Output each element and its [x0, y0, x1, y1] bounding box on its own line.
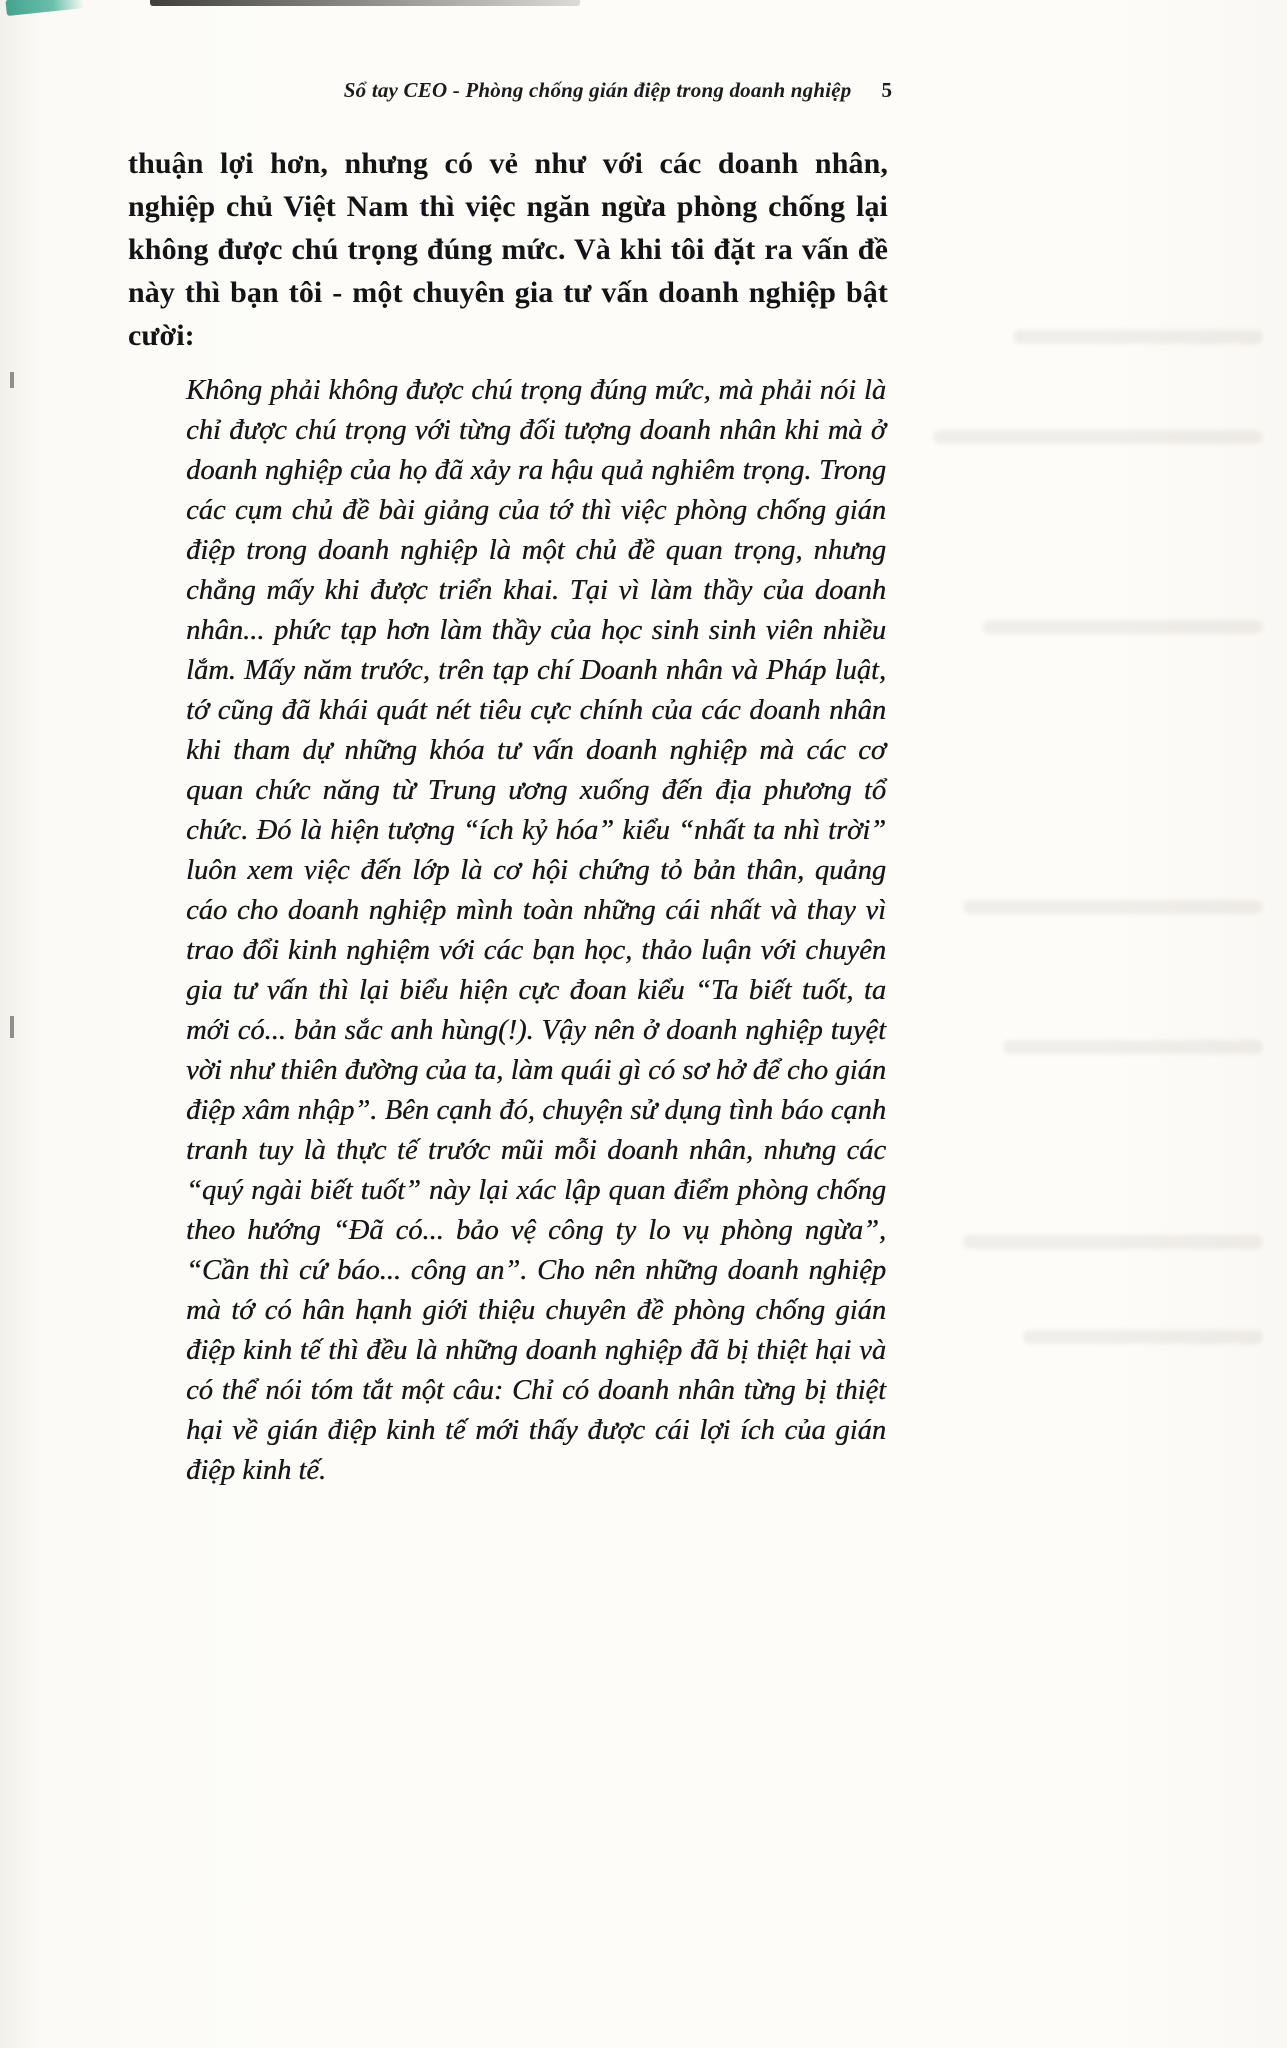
running-head-title: Sổ tay CEO - Phòng chống gián điệp trong doanh nghiệp: [343, 78, 852, 102]
scan-artifact-left-mark: [10, 372, 14, 388]
bleed-through-ghost: [1013, 330, 1263, 344]
bleed-through-ghost: [933, 430, 1263, 444]
paragraph-intro: thuận lợi hơn, nhưng có vẻ như với các doanh nhân, nghiệp chủ Việt Nam thì việc ngăn ngừa phòng chống lại không được chú trọng đúng mức. Và khi tôi đặt ra vấn đề này thì bạn tôi - một chuyên gia tư vấn doanh nghiệp bật cười:: [128, 147, 888, 352]
paragraph-quote: Không phải không được chú trọng đúng mức, mà phải nói là chỉ được chú trọng với từng đối tượng doanh nhân khi mà ở doanh nghiệp của họ đã xảy ra hậu quả nghiêm trọng. Trong các cụm chủ đề bài giảng của tớ thì việc phòng chống gián điệp trong doanh nghiệp là một chủ đề quan trọng, nhưng chẳng mấy khi được triển khai. Tại vì làm thầy của doanh nhân... phức tạp hơn làm thầy của học sinh sinh viên nhiều lắm. Mấy năm trước, trên tạp chí Doanh nhân và Pháp luật, tớ cũng đã khái quát nét tiêu cực chính của các doanh nhân khi tham dự những khóa tư vấn doanh nghiệp mà các cơ quan chức năng từ Trung ương xuống đến địa phương tổ chức. Đó là hiện tượng “ích kỷ hóa” kiểu “nhất ta nhì trời” luôn xem việc đến lớp là cơ hội chứng tỏ bản thân, quảng cáo cho doanh nghiệp mình toàn những cái nhất và thay vì trao đổi kinh nghiệm với các bạn học, thảo luận với chuyên gia tư vấn thì lại biểu hiện cực đoan kiểu “Ta biết tuốt, ta mới có... bản sắc anh hùng(!). Vậy nên ở doanh nghiệp tuyệt vời như thiên đường của ta, làm quái gì có sơ hở để cho gián điệp xâm nhập”. Bên cạnh đó, chuyện sử dụng tình báo cạnh tranh tuy là thực tế trước mũi mỗi doanh nhân, nhưng các “quý ngài biết tuốt” này lại xác lập quan điểm phòng chống theo hướng “Đã có... bảo vệ công ty lo vụ phòng ngừa”, “Cần thì cứ báo... công an”. Cho nên những doanh nghiệp mà tớ có hân hạnh giới thiệu chuyên đề phòng chống gián điệp kinh tế thì đều là những doanh nghiệp đã bị thiệt hại và có thể nói tóm tắt một câu: Chỉ có doanh nhân từng bị thiệt hại về gián điệp kinh tế mới thấy được cái lợi ích của gián điệp kinh tế.: [186, 375, 886, 1486]
scan-artifact-top-edge: [150, 0, 580, 6]
scan-artifact-teal-mark: [5, 0, 84, 16]
bleed-through-ghost: [983, 620, 1263, 634]
page-number: 5: [881, 78, 892, 102]
page-header: [130, 78, 892, 103]
bleed-through-ghost: [963, 900, 1263, 914]
bleed-through-ghost: [963, 1235, 1263, 1249]
bleed-through-ghost: [1003, 1040, 1263, 1054]
bleed-through-ghost: [1023, 1330, 1263, 1344]
scan-artifact-left-mark: [10, 1016, 14, 1038]
page-body: [128, 142, 888, 1491]
